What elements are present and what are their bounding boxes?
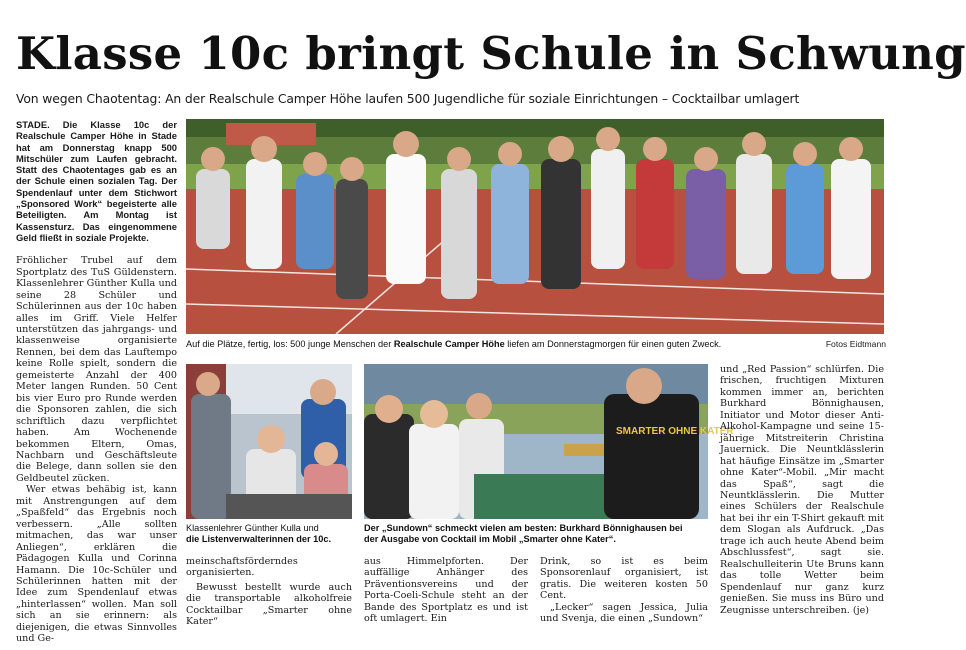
main-caption-part: liefen am Donnerstagmorgen für einen guten Zweck. [504, 339, 722, 349]
paragraph: und „Red Passion“ schlürfen. Die frischen, fruchtigen Mixturen kommen immer an, berichten Burkhard Bönnighausen, Initiator und Motor dieser Anti-Alkohol-Kampagne und seine 15-jährige Mitstreiterin Christina Jauernick. Die Neuntklässlerin hat häufige Einsätze im „Smarter ohne Kater“-Mobil. „Mir macht das Spaß“, sagt die Neuntklässlerin. Die Mutter eines Schülers der Realschule hat bei ihr ein T-Shirt gekauft mit dem Slogan als Aufdruck. „Das trage ich auch heute Abend beim Abschlussfest“, sagt sie. Realschulleiterin Ute Bruns kann das tolle Wetter beim Spendenlauf nur ganz kurz genießen. Sie muss ins Büro und Zeugnisse unterschreiben. (je) [720, 364, 884, 616]
left-caption-line-bold: die Listenverwalterinnen der 10c. [186, 534, 332, 545]
headline: Klasse 10c bringt Schule in Schwung [16, 27, 966, 80]
article-column-3 [364, 556, 528, 625]
photo-credit: Fotos Eidtmann [825, 339, 886, 349]
main-caption-part: Auf die Plätze, fertig, los: 500 junge Menschen der [186, 339, 394, 349]
right-caption-part: Cocktail [440, 534, 477, 545]
right-caption-line-2 [364, 534, 708, 545]
right-caption-part: im Mobil „Smarter ohne Kater“. [476, 534, 616, 545]
paragraph: aus Himmelpforten. Der auffällige Anhänger des Präventionsvereins und der Porta-Coeli-Schule steht an der Bande des Sportplatz es und ist oft umlagert. Ein [364, 556, 528, 625]
right-caption-line: Der „Sundown“ schmeckt vielen am besten: Burkhard Bönnighausen bei [364, 523, 683, 533]
paragraph: Bewusst bestellt wurde auch die transportable alkoholfreie Cocktailbar „Smarter ohne Kater“ [186, 581, 352, 628]
article-column-2 [186, 556, 352, 628]
article-column-5 [720, 364, 884, 616]
article-column-1 [16, 119, 177, 645]
article-column-4 [540, 556, 708, 625]
main-photo-caption [186, 339, 746, 350]
paragraph: Fröhlicher Trubel auf dem Sportplatz des TuS Güldenstern. Klassenlehrer Günther Kulla und seine 28 Schüler und Schülerinnen aus der 10c haben alles im Griff. Viele Helfer unterstützen das jahrgangs- und klassenweise organisierte Rennen, bei dem das Lauftempo keine Rolle spielt, sondern die gemeisterte Anzahl der 400 Meter langen Runden. 50 Cent bis vier Euro pro Runde werden die Sponsoren zahlen, die sich schriftlich dazu verpflichtet haben. Am Wochenende bekommen Eltern, Omas, Nachbarn und Geschäftsleute die Belege, dann sollen sie den Geldbeutel zücken. [16, 255, 177, 484]
paragraph: meinschaftsförderndes organisierten. [186, 556, 298, 579]
left-photo-caption [186, 523, 352, 545]
shirt-print: SMARTER OHNE KATER [616, 426, 734, 437]
main-caption-bold: Realschule Camper Höhe [393, 339, 505, 349]
left-caption-line: Klassenlehrer Günther Kulla und [186, 523, 319, 533]
paragraph: Wer etwas behäbig ist, kann mit Anstrengungen auf dem „Spaßfeld“ das Ergebnis noch verbessern. „Alle sollten mitmachen, das war unser Anliegen“, erklären die Pädagogen Kulla und Corinna Hamann. Die 10c-Schüler und Schülerinnen hatten mit der Idee zum Spendenlauf etwas „hinterlassen“ wollen. Man soll sich an sie erinnern: als diejenigen, die etwas Sinnvolles und Ge- [16, 484, 177, 645]
main-photo-runners [186, 119, 884, 334]
photo-cocktail-bar [364, 364, 734, 519]
paragraph: Drink, so ist es beim Sponsorenlauf organisiert, ist gratis. Die weiteren kosten 50 Cent. [540, 556, 708, 602]
photo-teacher-and-students [186, 364, 352, 519]
article-lead: STADE. Die Klasse 10c der Realschule Camper Höhe in Stade hat am Donnerstag knapp 500 Mitschüler zum Laufen gebracht. Statt des Chaotentages gab es an der Schule einen sozialen Tag. Der Spendenlauf unter dem Stichwort „Sponsored Work“ begeisterte alle Beteiligten. Am Montag ist Kassensturz. Das eingenommene Geld fließt in soziale Projekte. [16, 119, 177, 243]
subline: Von wegen Chaotentag: An der Realschule Camper Höhe laufen 500 Jugendliche für soziale Einrichtungen – Cocktailbar umlagert [16, 91, 800, 106]
right-caption-part: der Ausgabe von [364, 534, 441, 545]
right-photo-caption [364, 523, 708, 545]
paragraph: „Lecker“ sagen Jessica, Julia und Svenja, die einen „Sundown“ [540, 601, 708, 625]
